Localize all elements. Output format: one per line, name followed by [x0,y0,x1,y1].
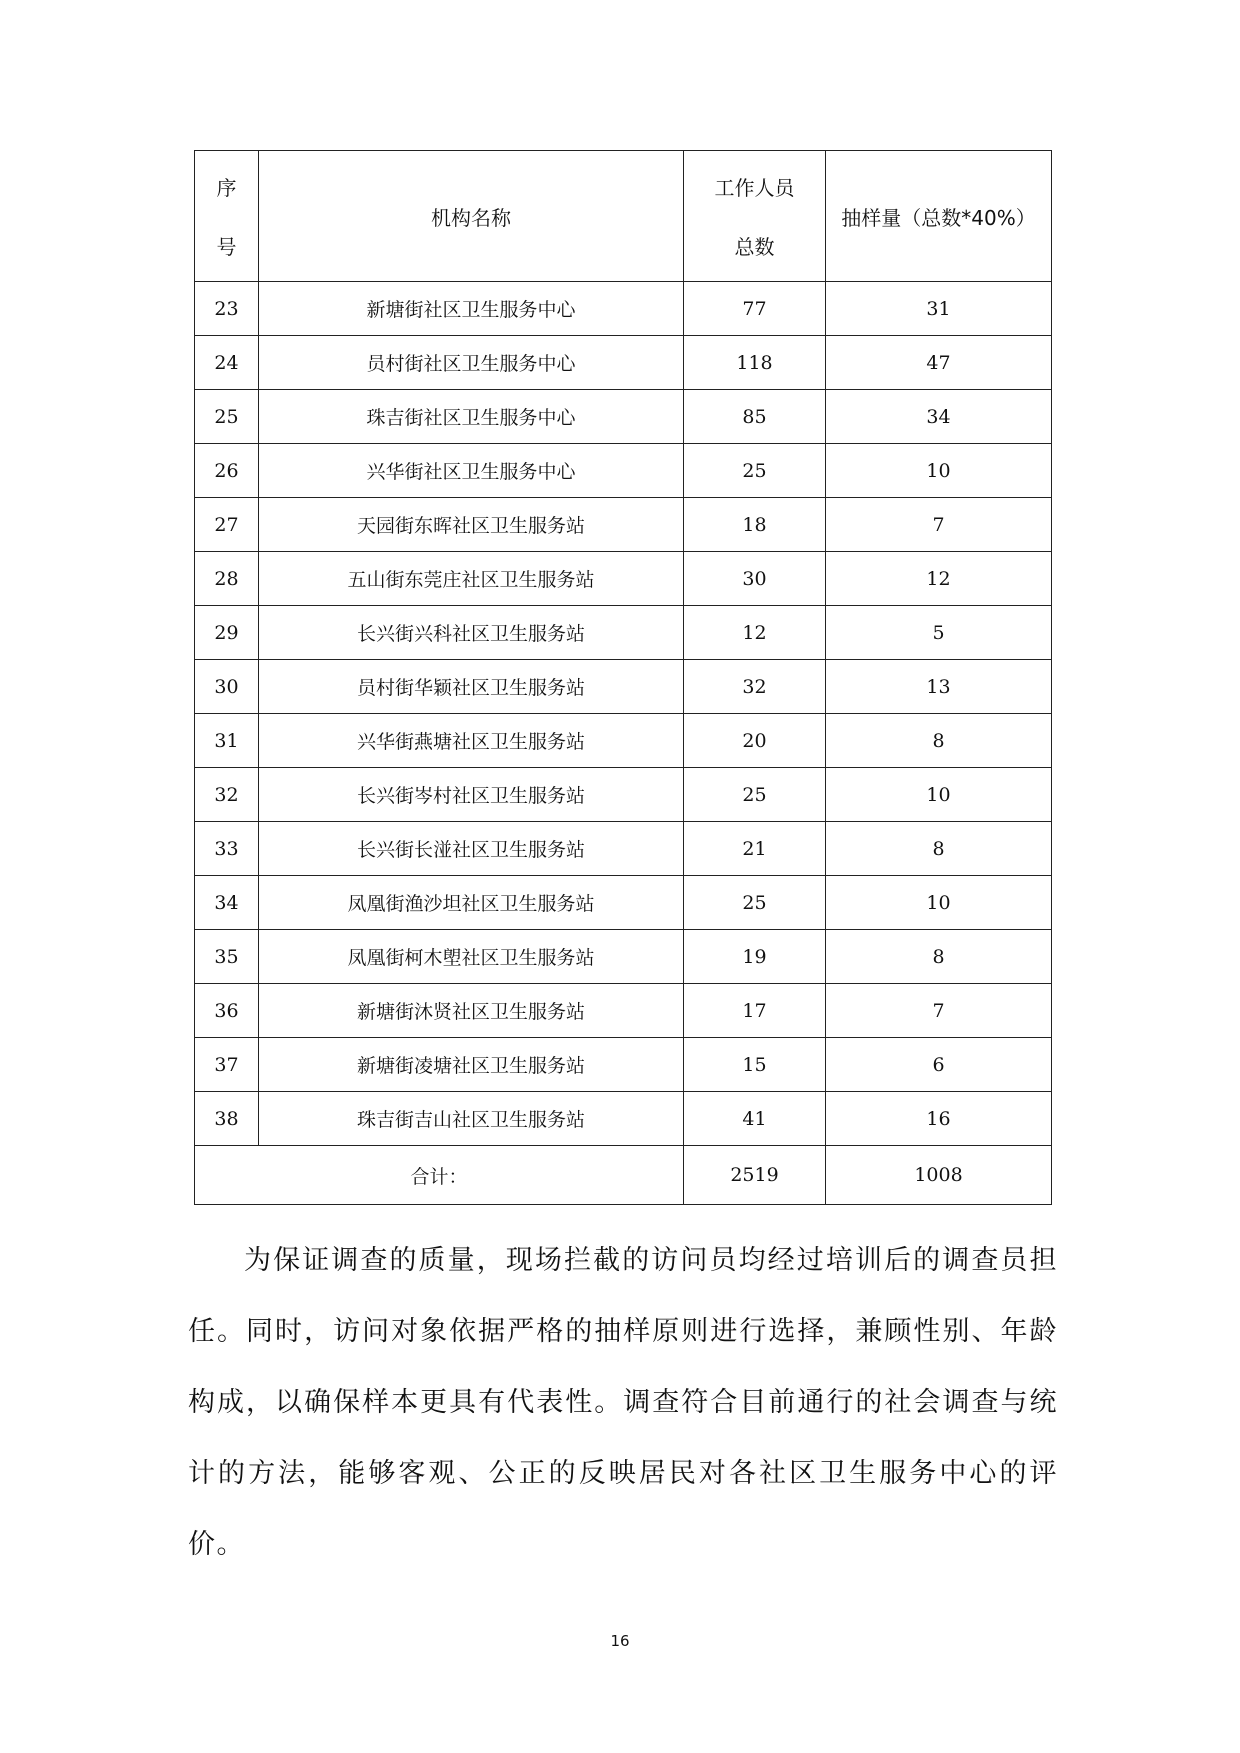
cell-index: 38 [195,1092,259,1146]
cell-institution-name: 员村街社区卫生服务中心 [259,336,684,390]
total-label: 合计： [195,1146,684,1205]
cell-index: 24 [195,336,259,390]
table-row [195,714,1052,768]
cell-index: 31 [195,714,259,768]
cell-staff-total: 15 [684,1038,826,1092]
table-row [195,336,1052,390]
cell-sample-size: 16 [826,1092,1052,1146]
table-row [195,822,1052,876]
cell-institution-name: 珠吉街吉山社区卫生服务站 [259,1092,684,1146]
cell-institution-name: 员村街华颖社区卫生服务站 [259,660,684,714]
cell-staff-total: 32 [684,660,826,714]
sampling-table [194,150,1052,1205]
cell-index: 27 [195,498,259,552]
cell-institution-name: 长兴街兴科社区卫生服务站 [259,606,684,660]
cell-sample-size: 10 [826,444,1052,498]
total-staff: 2519 [684,1146,826,1205]
cell-staff-total: 12 [684,606,826,660]
cell-institution-name: 长兴街岑村社区卫生服务站 [259,768,684,822]
header-index-line2: 号 [216,235,237,259]
cell-sample-size: 31 [826,282,1052,336]
page-number: 16 [610,1632,630,1650]
cell-index: 25 [195,390,259,444]
cell-sample-size: 7 [826,984,1052,1038]
cell-staff-total: 118 [684,336,826,390]
table-row [195,876,1052,930]
table-row [195,984,1052,1038]
cell-sample-size: 10 [826,768,1052,822]
header-index-line1: 序 [216,176,237,200]
cell-index: 30 [195,660,259,714]
header-staff-line1: 工作人员 [714,176,795,200]
cell-institution-name: 长兴街长湴社区卫生服务站 [259,822,684,876]
cell-institution-name: 新塘街凌塘社区卫生服务站 [259,1038,684,1092]
cell-institution-name: 新塘街沐贤社区卫生服务站 [259,984,684,1038]
header-staff-line2: 总数 [734,235,775,259]
cell-index: 36 [195,984,259,1038]
cell-sample-size: 13 [826,660,1052,714]
cell-staff-total: 20 [684,714,826,768]
cell-sample-size: 34 [826,390,1052,444]
header-institution-name: 机构名称 [259,151,684,282]
cell-index: 33 [195,822,259,876]
cell-staff-total: 25 [684,444,826,498]
table-row [195,390,1052,444]
cell-index: 26 [195,444,259,498]
table-row [195,282,1052,336]
table-row [195,552,1052,606]
cell-sample-size: 7 [826,498,1052,552]
total-sample: 1008 [826,1146,1052,1205]
cell-index: 34 [195,876,259,930]
cell-sample-size: 6 [826,1038,1052,1092]
cell-institution-name: 凤凰街渔沙坦社区卫生服务站 [259,876,684,930]
cell-institution-name: 兴华街燕塘社区卫生服务站 [259,714,684,768]
table-row [195,1092,1052,1146]
cell-staff-total: 18 [684,498,826,552]
table-row [195,768,1052,822]
cell-index: 37 [195,1038,259,1092]
cell-institution-name: 天园街东晖社区卫生服务站 [259,498,684,552]
cell-staff-total: 77 [684,282,826,336]
cell-index: 35 [195,930,259,984]
cell-sample-size: 10 [826,876,1052,930]
header-sample-size: 抽样量（总数*40%） [826,151,1052,282]
cell-sample-size: 8 [826,822,1052,876]
table-row [195,660,1052,714]
cell-institution-name: 珠吉街社区卫生服务中心 [259,390,684,444]
cell-index: 29 [195,606,259,660]
table-row [195,1038,1052,1092]
table-row [195,930,1052,984]
cell-staff-total: 25 [684,768,826,822]
cell-sample-size: 8 [826,930,1052,984]
cell-institution-name: 新塘街社区卫生服务中心 [259,282,684,336]
cell-staff-total: 30 [684,552,826,606]
table-row [195,498,1052,552]
cell-institution-name: 凤凰街柯木塱社区卫生服务站 [259,930,684,984]
body-paragraph: 为保证调查的质量，现场拦截的访问员均经过培训后的调查员担任。同时，访问对象依据严格的抽样原则进行选择，兼顾性别、年龄构成，以确保样本更具有代表性。调查符合目前通行的社会调查与统计的方法，能够客观、公正的反映居民对各社区卫生服务中心的评价。 [188,1245,1058,1560]
header-staff-total [684,151,826,282]
cell-staff-total: 41 [684,1092,826,1146]
cell-sample-size: 5 [826,606,1052,660]
table-row [195,606,1052,660]
table-body [195,282,1052,1146]
cell-institution-name: 五山街东莞庄社区卫生服务站 [259,552,684,606]
table-row [195,444,1052,498]
cell-staff-total: 19 [684,930,826,984]
cell-index: 32 [195,768,259,822]
cell-staff-total: 85 [684,390,826,444]
cell-staff-total: 25 [684,876,826,930]
header-index [195,151,259,282]
cell-staff-total: 17 [684,984,826,1038]
total-row [195,1146,1052,1205]
cell-index: 23 [195,282,259,336]
cell-sample-size: 8 [826,714,1052,768]
cell-sample-size: 12 [826,552,1052,606]
cell-index: 28 [195,552,259,606]
cell-staff-total: 21 [684,822,826,876]
table-header-row [195,151,1052,282]
cell-institution-name: 兴华街社区卫生服务中心 [259,444,684,498]
cell-sample-size: 47 [826,336,1052,390]
